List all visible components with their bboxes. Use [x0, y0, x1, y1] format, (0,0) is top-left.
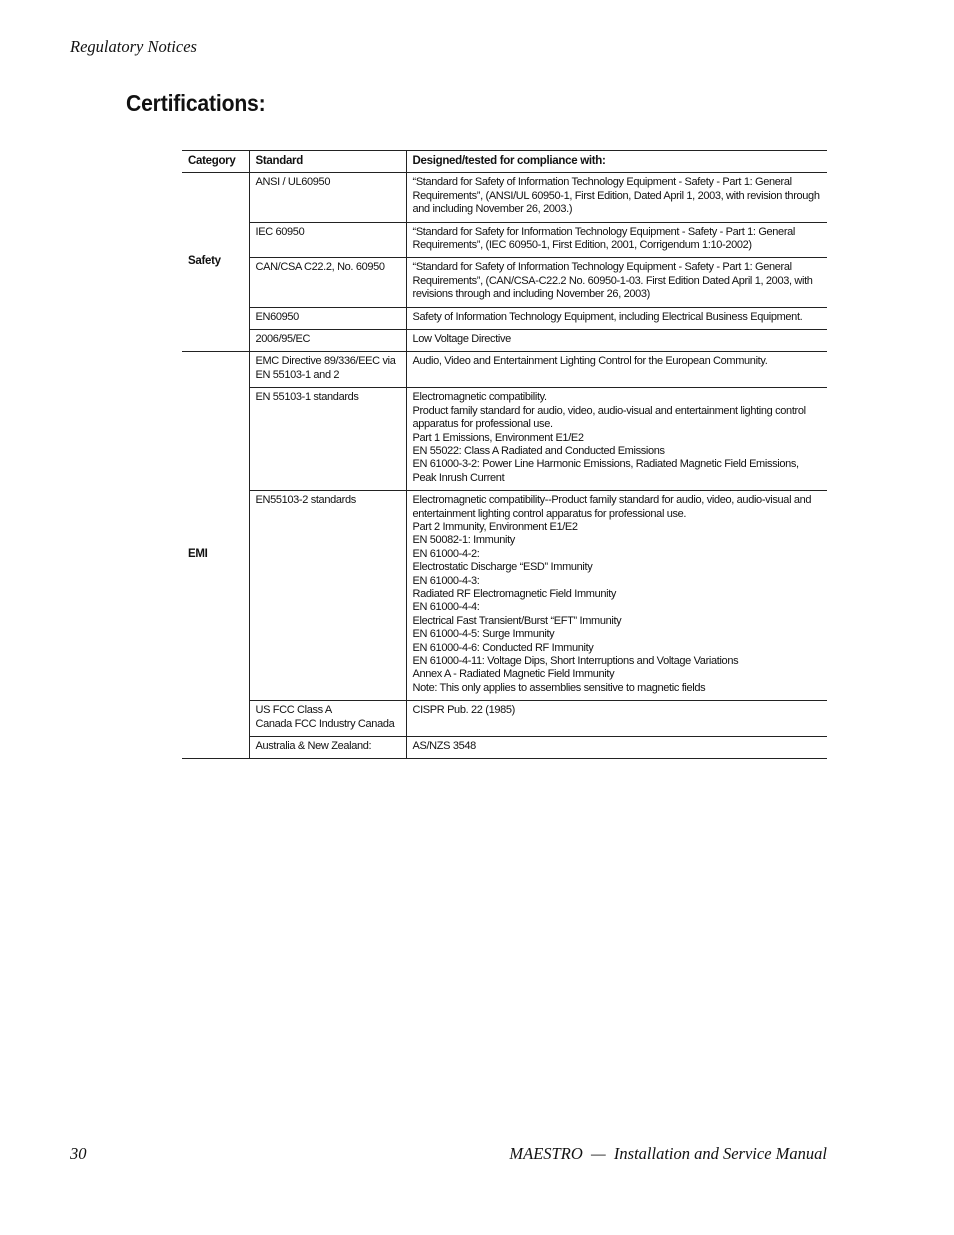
compliance-text: Product family standard for audio, video, audio-visual and entertainment lighting control apparatus for professional use. — [412, 404, 806, 431]
standard-text: IEC 60950 — [255, 225, 305, 238]
table-row — [182, 258, 827, 307]
compliance-text: EN 61000-3-2: Power Line Harmonic Emissions, Radiated Magnetic Field Emissions, Peak Inrush Current — [412, 458, 799, 484]
compliance-text: Safety of Information Technology Equipment, including Electrical Business Equipment. — [412, 310, 803, 323]
compliance-cell — [406, 388, 827, 491]
compliance-text: EN 61000-4-6: Conducted RF Immunity — [412, 641, 594, 654]
standard-cell — [249, 258, 406, 307]
compliance-cell — [406, 352, 827, 388]
table-row — [182, 307, 827, 329]
compliance-text: EN 61000-4-11: Voltage Dips, Short Interruptions and Voltage Variations — [412, 655, 739, 667]
compliance-cell — [406, 491, 827, 701]
table-row — [182, 352, 827, 388]
compliance-cell — [406, 330, 827, 352]
standard-text: 2006/95/EC — [255, 333, 311, 346]
table-row — [182, 173, 827, 222]
standard-text: CAN/CSA C22.2, No. 60950 — [255, 261, 385, 274]
compliance-text: Low Voltage Directive — [412, 333, 511, 346]
compliance-text: Annex A - Radiated Magnetic Field Immunity — [412, 668, 615, 681]
standard-cell — [249, 307, 406, 329]
standard-cell — [249, 352, 406, 388]
compliance-text: EN 61000-4-3: — [412, 574, 480, 587]
compliance-text: “Standard for Safety of Information Technology Equipment - Safety - Part 1: General Requirements”, (ANSI/UL 60950-1, First Edition, Dated April 1, 2003, with revision through and including November 26, 2003.) — [412, 176, 820, 216]
compliance-text: Electromagnetic compatibility--Product family standard for audio, video, audio-visual and entertainment lighting control apparatus for professional use. — [412, 494, 812, 520]
compliance-cell — [406, 701, 827, 737]
compliance-text: EN 50082-1: Immunity — [412, 534, 515, 547]
manual-title: MAESTRO — Installation and Service Manual — [509, 1144, 827, 1163]
standard-text: EMC Directive 89/336/EEC via EN 55103-1 and 2 — [255, 355, 396, 381]
compliance-text: Note: This only applies to assemblies sensitive to magnetic fields — [412, 681, 706, 694]
certifications-table — [182, 150, 827, 759]
category-cell-safety: Safety — [182, 173, 249, 352]
compliance-text: Electromagnetic compatibility. — [412, 391, 547, 404]
table-row — [182, 701, 827, 737]
compliance-cell — [406, 307, 827, 329]
standard-cell — [249, 701, 406, 737]
compliance-cell — [406, 258, 827, 307]
standard-text: Australia & New Zealand: — [255, 740, 372, 753]
compliance-text: CISPR Pub. 22 (1985) — [412, 704, 515, 717]
table-header-row — [182, 151, 827, 173]
page-number: 30 — [70, 1144, 87, 1163]
compliance-text: Part 2 Immunity, Environment E1/E2 — [412, 520, 578, 533]
standard-text: ANSI / UL60950 — [255, 176, 331, 189]
column-header-compliance: Designed/tested for compliance with: — [406, 151, 827, 173]
standard-cell — [249, 173, 406, 222]
page-title: Certifications: — [126, 90, 266, 116]
table-row — [182, 491, 827, 701]
compliance-text: AS/NZS 3548 — [412, 740, 476, 753]
standard-text: EN 55103-1 standards — [255, 391, 359, 404]
standard-text: Canada FCC Industry Canada — [255, 717, 395, 730]
column-header-standard: Standard — [249, 151, 406, 173]
compliance-text: “Standard for Safety of Information Technology Equipment - Safety - Part 1: General Requirements”, (CAN/CSA-C22.2 No. 60950-1-03. First Edition Dated April 1, 2003, with revisions through and including November 26, 2003) — [412, 261, 813, 301]
compliance-text: Audio, Video and Entertainment Lighting Control for the European Community. — [412, 355, 768, 368]
column-header-category: Category — [182, 151, 249, 173]
standard-text: EN55103-2 standards — [255, 494, 356, 507]
standard-cell — [249, 491, 406, 701]
compliance-text: Electrical Fast Transient/Burst “EFT” Immunity — [412, 614, 622, 627]
compliance-text: EN 61000-4-4: — [412, 601, 480, 614]
category-cell-emi: EMI — [182, 352, 249, 759]
compliance-text: “Standard for Safety for Information Technology Equipment - Safety - Part 1: General Requirements”, (IEC 60950-1, First Edition, 2001, Corrigendum 1:10-2002) — [412, 225, 795, 252]
compliance-text: EN 61000-4-2: — [412, 547, 480, 560]
table-row — [182, 737, 827, 759]
table-row — [182, 330, 827, 352]
table-row — [182, 388, 827, 491]
standard-cell — [249, 388, 406, 491]
standard-cell — [249, 737, 406, 759]
running-head: Regulatory Notices — [70, 37, 197, 56]
standard-text: EN60950 — [255, 310, 299, 323]
standard-text: US FCC Class A — [255, 704, 332, 717]
compliance-text: EN 61000-4-5: Surge Immunity — [412, 628, 555, 641]
table-row — [182, 222, 827, 258]
compliance-text: Part 1 Emissions, Environment E1/E2 — [412, 431, 584, 444]
compliance-text: Radiated RF Electromagnetic Field Immunity — [412, 587, 617, 600]
compliance-cell — [406, 222, 827, 258]
compliance-cell — [406, 173, 827, 222]
standard-cell — [249, 222, 406, 258]
compliance-text: Electrostatic Discharge “ESD” Immunity — [412, 561, 593, 574]
compliance-cell — [406, 737, 827, 759]
standard-cell — [249, 330, 406, 352]
compliance-text: EN 55022: Class A Radiated and Conducted Emissions — [412, 444, 665, 457]
